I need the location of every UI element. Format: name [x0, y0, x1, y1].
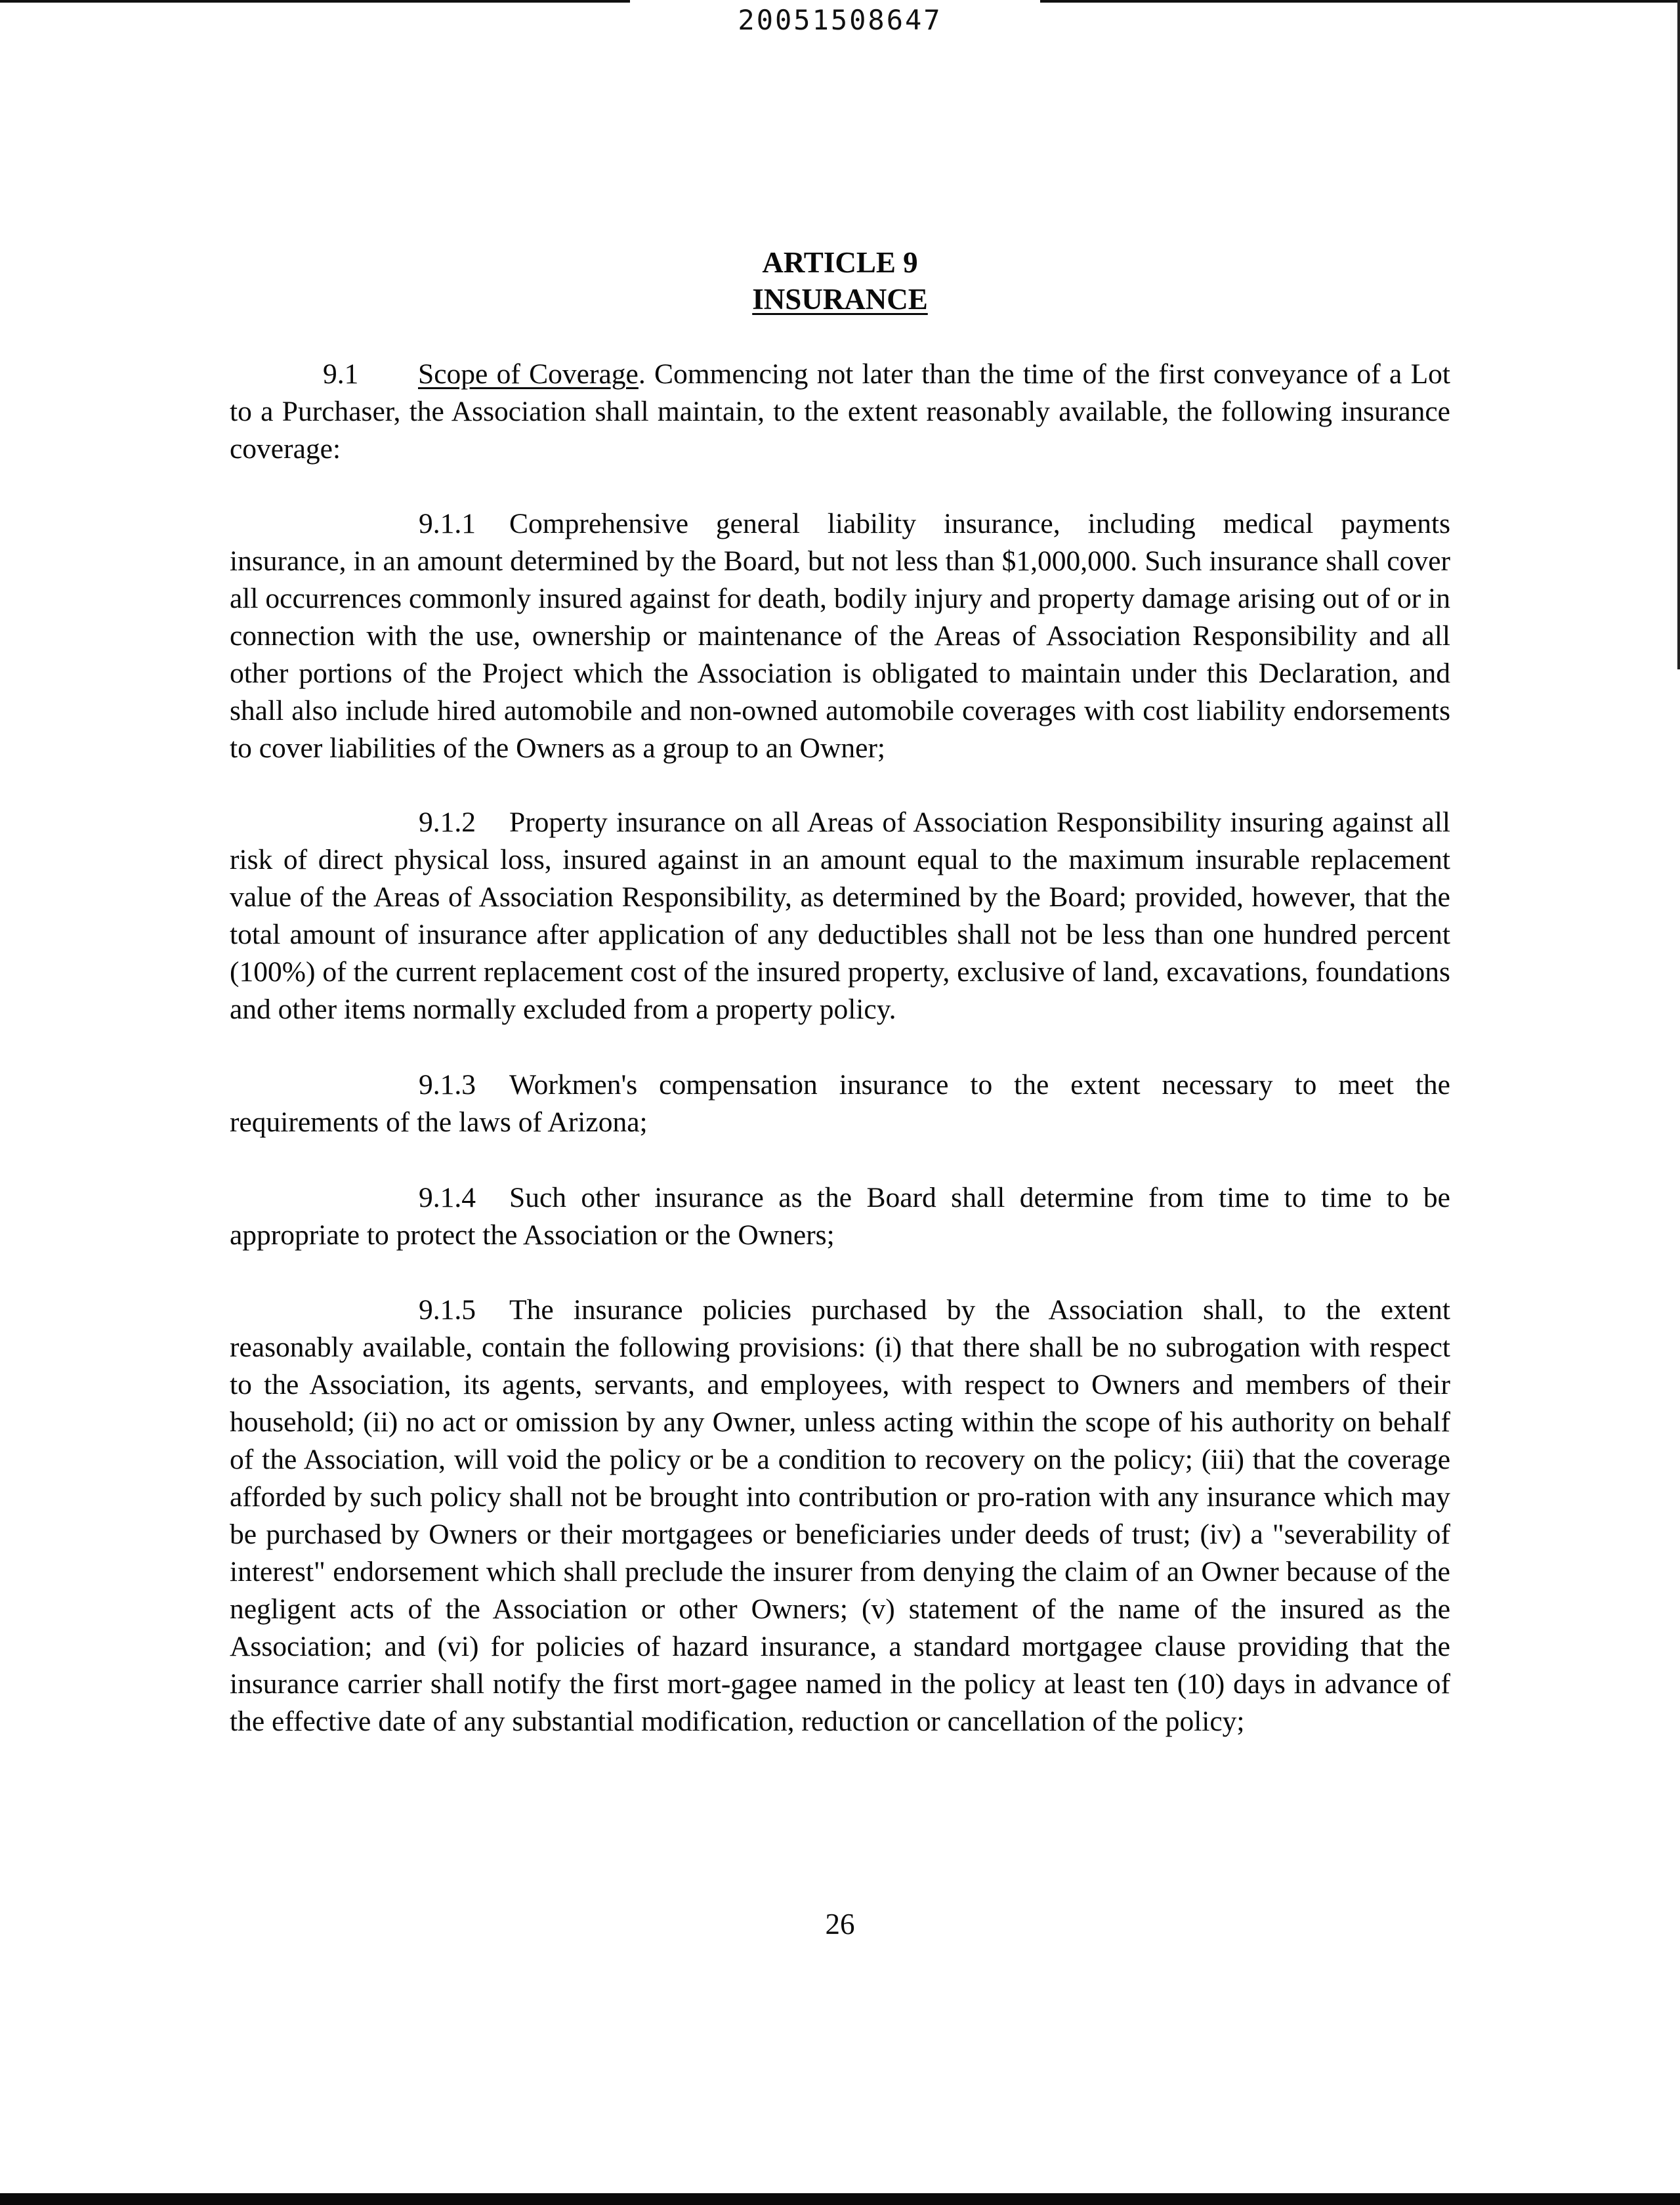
section-text: The insurance policies purchased by the Association shall, to the extent reasonably available, contain the following provisions: (i) that there shall be no subrogation with respect to the Association, its agents, servants, and employees, with respect to Owners and members of their household; (ii) no act or omission by any Owner, unless acting within the scope of his authority on behalf of the Association, will void the policy or be a condition to recovery on the policy; (iii) that the coverage afforded by such policy shall not be brought into contribution or pro-ration with any insurance which may be purchased by Owners or their mortgagees or beneficiaries under deeds of trust; (iv) a "severability of interest" endorsement which shall preclude the insurer from denying the claim of an Owner because of the negligent acts of the Association or other Owners; (v) statement of the name of the insured as the Association; and (vi) for policies of hazard insurance, a standard mortgagee clause providing that the insurance carrier shall notify the first mort-gagee named in the policy at least ten (10) days in advance of the effective date of any substantial modification, reduction or cancellation of the policy;	[230, 1294, 1450, 1737]
section-number: 9.1	[323, 358, 359, 390]
section-text: Property insurance on all Areas of Association Responsibility insuring against all risk of direct physical loss, insured against in an amount equal to the maximum insurable replacement value of the Areas of Association Responsibility, as determined by the Board; provided, however, that the total amount of insurance after application of any deductibles shall not be less than one hundred percent (100%) of the current replacement cost of the insured property, exclusive of land, excavations, foundations and other items normally excluded from a property policy.	[230, 807, 1450, 1025]
section-9-1	[230, 356, 1450, 468]
section-number: 9.1.1	[419, 508, 476, 539]
section-9-1-5	[230, 1292, 1450, 1740]
page-number: 26	[825, 1908, 855, 1941]
article-label: ARTICLE 9	[762, 246, 918, 279]
section-number: 9.1.4	[419, 1182, 476, 1213]
article-title	[0, 281, 1680, 318]
section-number: 9.1.5	[419, 1294, 476, 1326]
section-text: Workmen's compensation insurance to the extent necessary to meet the requirements of the laws of Arizona;	[230, 1069, 1450, 1138]
section-9-1-3	[230, 1066, 1450, 1141]
section-9-1-2	[230, 804, 1450, 1028]
section-text: . Commencing not later than the time of the first conveyance of a Lot to a Purchaser, the Association shall maintain, to the extent reasonably available, the following insurance coverage:	[230, 358, 1450, 465]
scan-border-right	[1677, 0, 1680, 669]
section-text: Such other insurance as the Board shall determine from time to time to be appropriate to protect the Association or the Owners;	[230, 1182, 1450, 1251]
scan-border-bottom	[0, 2193, 1680, 2205]
section-caption: Scope of Coverage	[418, 358, 639, 390]
document-stamp-number: 20051508647	[738, 4, 942, 36]
section-number: 9.1.2	[419, 807, 476, 838]
section-text: Comprehensive general liability insurance, including medical payments insurance, in an amount determined by the Board, but not less than $1,000,000. Such insurance shall cover all occurrences commonly insured against for death, bodily injury and property damage arising out of or in connection with the use, ownership or maintenance of the Areas of Association Responsibility and all other portions of the Project which the Association is obligated to maintain under this Declaration, and shall also include hired automobile and non-owned automobile coverages with cost liability endorsements to cover liabilities of the Owners as a group to an Owner;	[230, 508, 1450, 764]
scan-border-top-right	[1040, 0, 1680, 3]
article-title-text: INSURANCE	[752, 283, 928, 316]
section-9-1-4	[230, 1179, 1450, 1254]
section-number: 9.1.3	[419, 1069, 476, 1101]
section-9-1-1	[230, 505, 1450, 767]
scan-border-top-left	[0, 0, 630, 3]
